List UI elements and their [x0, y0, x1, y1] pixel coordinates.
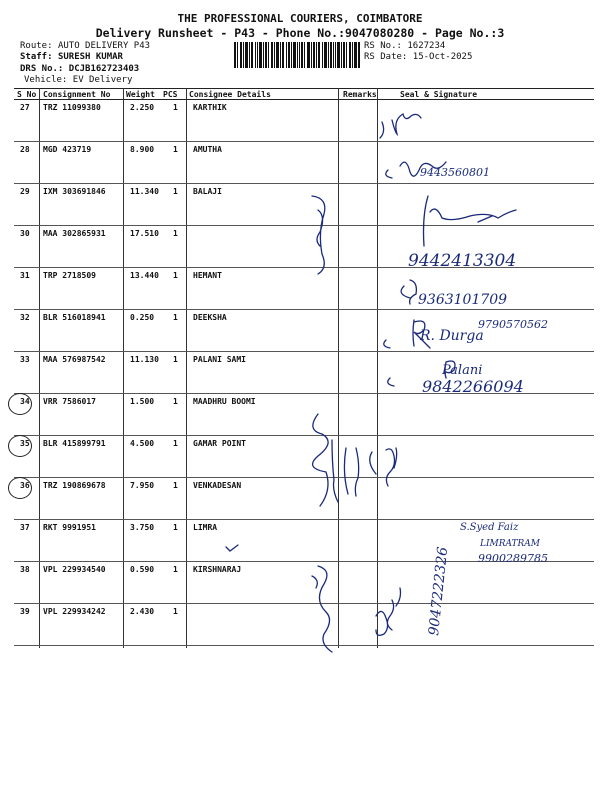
handwritten-phone-row32: 9790570562: [478, 318, 548, 331]
row-consignment-number: TRZ 190869678: [43, 481, 106, 490]
row-divider: [14, 183, 594, 184]
vehicle-line: [24, 75, 132, 86]
row-pcs: 1: [173, 103, 178, 112]
row-consignee: AMUTHA: [193, 145, 222, 154]
handwritten-phone-row28: 9443560801: [420, 166, 490, 179]
row-divider: [14, 519, 594, 520]
row-divider: [14, 309, 594, 310]
row-consignee: LIMRA: [193, 523, 218, 532]
row-pcs: 1: [173, 229, 178, 238]
row-sno: 33: [20, 355, 30, 364]
stamp-scribble-34-36: [313, 414, 397, 506]
row-weight: 2.250: [130, 103, 155, 112]
row-sno: 29: [20, 187, 30, 196]
row-sno: 38: [20, 565, 30, 574]
sno-circle-mark: [8, 435, 32, 457]
row-weight: 11.340: [130, 187, 159, 196]
header-remarks: Remarks: [343, 90, 377, 99]
rs-date-value: 15-Oct-2025: [412, 52, 473, 62]
header-consignment: Consignment No: [43, 90, 111, 99]
row-pcs: 1: [173, 607, 178, 616]
rs-date-line: [364, 52, 472, 63]
row-sno: 27: [20, 103, 30, 112]
header-seal-signature: Seal & Signature: [400, 90, 478, 99]
header-pcs: PCS: [163, 90, 178, 99]
row-consignee: HEMANT: [193, 271, 222, 280]
row-divider: [14, 561, 594, 562]
row-divider: [14, 225, 594, 226]
handwritten-phone-row30: 9442413304: [408, 251, 517, 271]
row-divider: [14, 267, 594, 268]
column-divider: [377, 88, 378, 648]
handwritten-phone-row33: 9842266094: [422, 377, 524, 396]
row-consignment-number: BLR 415899791: [43, 439, 106, 448]
header-weight: Weight: [126, 90, 155, 99]
row-divider: [14, 645, 594, 646]
handwritten-phone-row31: 9363101709: [418, 292, 508, 308]
row-divider: [14, 603, 594, 604]
drs-line: [20, 64, 139, 75]
rs-number-line: [364, 41, 445, 52]
row-sno: 32: [20, 313, 30, 322]
row-consignment-number: VPL 229934540: [43, 565, 106, 574]
row-weight: 1.500: [130, 397, 155, 406]
route-line: [20, 41, 150, 52]
row-pcs: 1: [173, 271, 178, 280]
handwritten-name-row37: S.Syed Faiz: [460, 522, 519, 533]
row-pcs: 1: [173, 565, 178, 574]
row-sno: 37: [20, 523, 30, 532]
header-consignee: Consignee Details: [189, 90, 271, 99]
row-divider: [14, 393, 594, 394]
row-consignee: GAMAR POINT: [193, 439, 246, 448]
row-consignee: VENKADESAN: [193, 481, 242, 490]
row-weight: 0.250: [130, 313, 155, 322]
row-consignment-number: RKT 9991951: [43, 523, 96, 532]
vehicle-label: Vehicle:: [24, 75, 68, 85]
row-consignee: DEEKSHA: [193, 313, 227, 322]
row-weight: 11.130: [130, 355, 159, 364]
row-pcs: 1: [173, 355, 178, 364]
row-sno: 28: [20, 145, 30, 154]
staff-value: SURESH KUMAR: [57, 52, 123, 62]
row-pcs: 1: [173, 145, 178, 154]
signature-row27: [380, 114, 421, 138]
route-value: AUTO DELIVERY P43: [57, 41, 151, 51]
signature-row33: [388, 361, 455, 386]
row-consignee: KARTHIK: [193, 103, 227, 112]
row-consignment-number: TRP 2718509: [43, 271, 96, 280]
table-top-border: [14, 88, 594, 89]
row-consignee: KIRSHNARAJ: [193, 565, 242, 574]
handwritten-phone-row38: 9047222326: [426, 546, 452, 637]
handwritten-place-row37: LIMRATRAM: [480, 539, 541, 549]
row-sno: 34: [20, 397, 30, 406]
company-title: THE PROFESSIONAL COURIERS, COIMBATORE: [177, 12, 423, 25]
row-weight: 0.590: [130, 565, 155, 574]
handwritten-name-row33: Palani: [442, 363, 483, 378]
sno-circle-mark: [8, 477, 32, 499]
signature-row32: [384, 320, 430, 348]
row-sno: 31: [20, 271, 30, 280]
bracket-row38-39: [312, 566, 332, 652]
column-divider: [39, 88, 40, 648]
bracket-row29-30: [312, 196, 325, 274]
row-consignee: MAADHRU BOOMI: [193, 397, 256, 406]
rs-date-label: RS Date:: [364, 52, 408, 62]
row-divider: [14, 351, 594, 352]
row-consignee: BALAJI: [193, 187, 222, 196]
row-pcs: 1: [173, 439, 178, 448]
vehicle-value: EV Delivery: [72, 75, 133, 85]
row-consignment-number: VRR 7586017: [43, 397, 96, 406]
staff-label: Staff:: [20, 52, 53, 62]
row-weight: 3.750: [130, 523, 155, 532]
signature-row28: [386, 162, 446, 178]
column-divider: [123, 88, 124, 648]
row-consignment-number: MGD 423719: [43, 145, 92, 154]
column-divider: [338, 88, 339, 648]
staff-line: [20, 52, 123, 63]
signature-row29: [424, 196, 517, 246]
drs-value: DCJB162723403: [68, 64, 140, 74]
row-divider: [14, 141, 594, 142]
drs-label: DRS No.:: [20, 64, 64, 74]
row-weight: 7.950: [130, 481, 155, 490]
row-consignment-number: BLR 516018941: [43, 313, 106, 322]
row-pcs: 1: [173, 313, 178, 322]
row-sno: 35: [20, 439, 30, 448]
row-consignment-number: MAA 576987542: [43, 355, 106, 364]
row-consignee: PALANI SAMI: [193, 355, 246, 364]
barcode-image: [234, 42, 360, 68]
row-pcs: 1: [173, 481, 178, 490]
row-weight: 8.900: [130, 145, 155, 154]
row-pcs: 1: [173, 523, 178, 532]
handwritten-phone-row37: 9900289785: [478, 552, 548, 565]
rs-number-value: 1627234: [407, 41, 446, 51]
row-weight: 13.440: [130, 271, 159, 280]
handwritten-name-row32: R. Durga: [420, 328, 484, 344]
row-sno: 36: [20, 481, 30, 490]
rs-number-label: RS No.:: [364, 41, 402, 51]
route-label: Route:: [20, 41, 53, 51]
row-pcs: 1: [173, 187, 178, 196]
row-sno: 30: [20, 229, 30, 238]
row-consignment-number: VPL 229934242: [43, 607, 106, 616]
column-divider: [186, 88, 187, 648]
signature-row31: [401, 280, 416, 304]
row-weight: 4.500: [130, 439, 155, 448]
row-pcs: 1: [173, 397, 178, 406]
table-header-border: [14, 99, 594, 100]
row-divider: [14, 477, 594, 478]
row-consignment-number: TRZ 11099380: [43, 103, 101, 112]
row-consignment-number: MAA 302865931: [43, 229, 106, 238]
row-sno: 39: [20, 607, 30, 616]
signature-row38-39: [376, 588, 401, 635]
runsheet-title: Delivery Runsheet - P43 - Phone No.:9047080280 - Page No.:3: [95, 26, 505, 40]
row-consignment-number: IXM 303691846: [43, 187, 106, 196]
row-weight: 17.510: [130, 229, 159, 238]
tick-mark-row37: [226, 545, 238, 551]
row-weight: 2.430: [130, 607, 155, 616]
sno-circle-mark: [8, 393, 32, 415]
row-divider: [14, 435, 594, 436]
header-sno: S No: [17, 90, 37, 99]
